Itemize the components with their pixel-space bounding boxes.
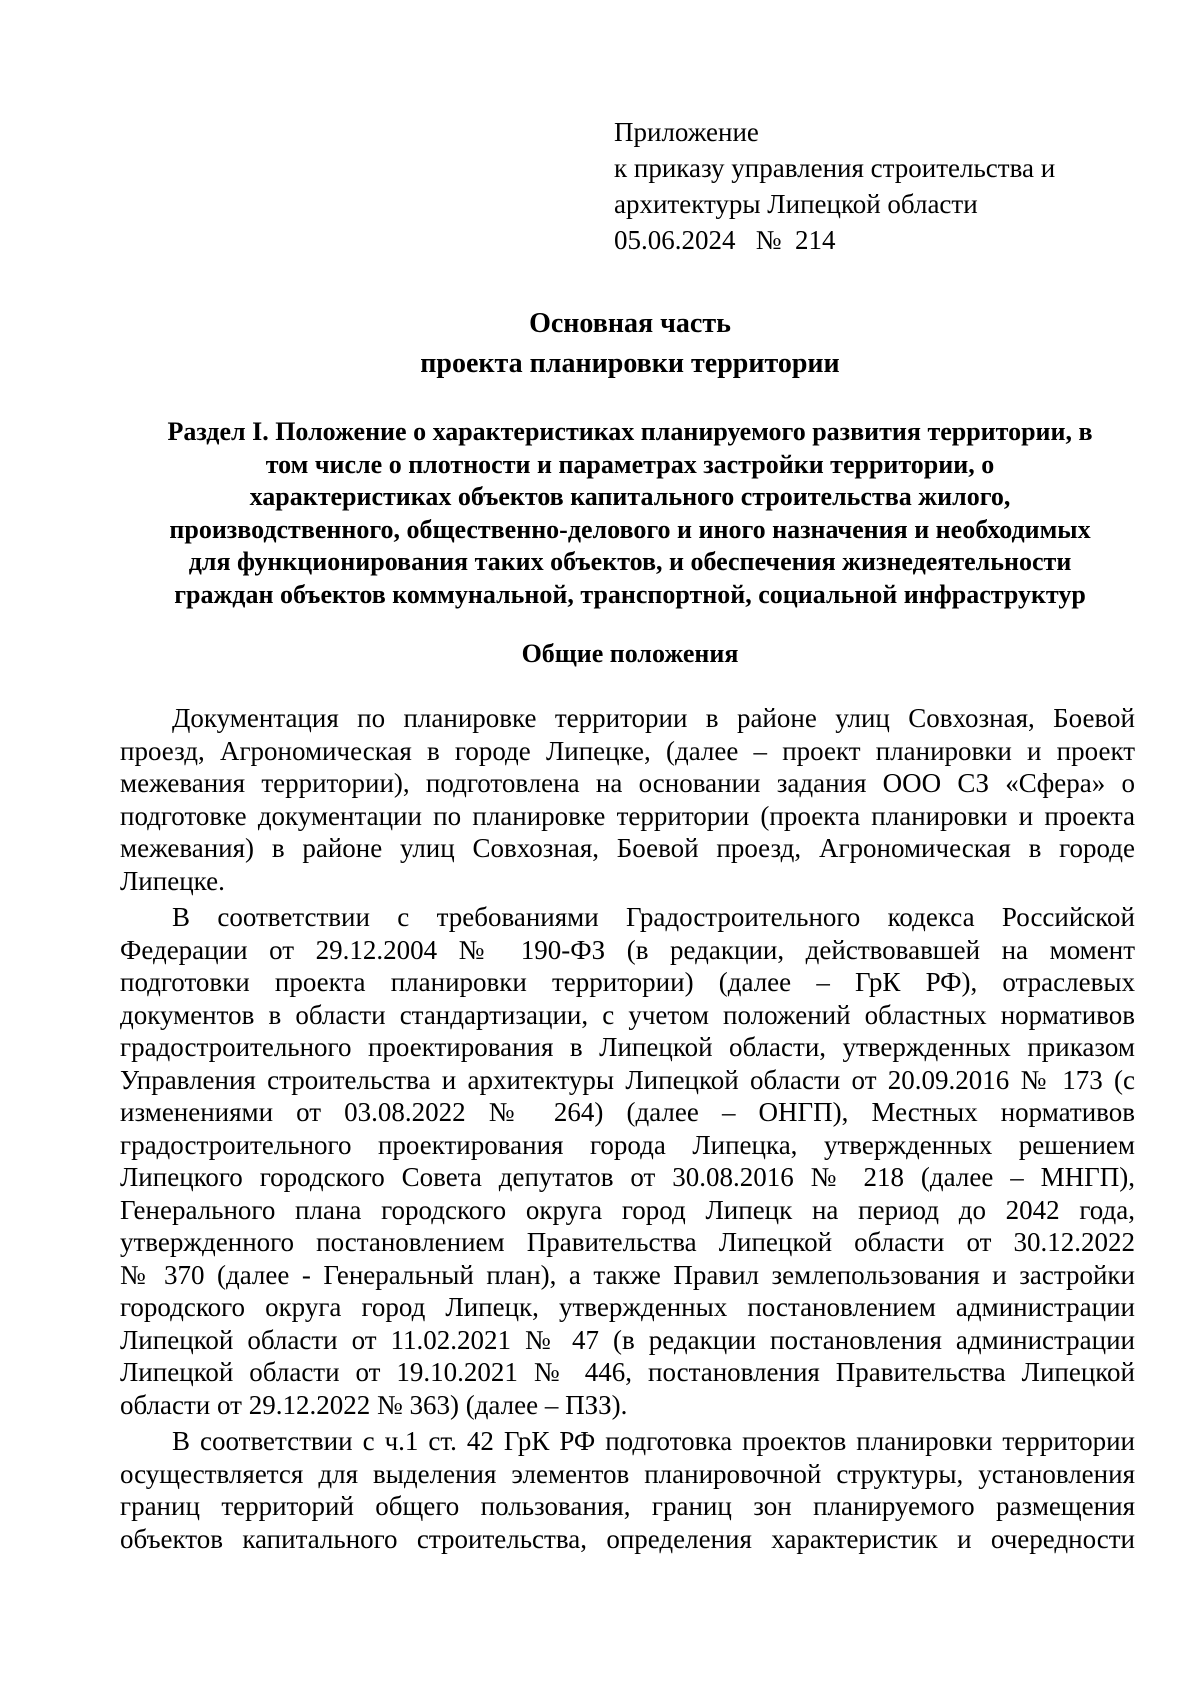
- section-heading-line: том числе о плотности и параметрах застройки территории, о: [265, 449, 995, 479]
- paragraph-line: изменениями от 03.08.2022 № 264) (далее – ОНГП), Местных нормативов: [120, 1097, 1135, 1127]
- paragraph-line: № 370 (далее - Генеральный план), а также Правил землепользования и застройки: [120, 1259, 1135, 1290]
- paragraph-line: Управления строительства и архитектуры Липецкой области от 20.09.2016 № 173 (с: [120, 1064, 1135, 1095]
- appendix-date-number: 05.06.2024 № 214: [614, 225, 836, 255]
- paragraph-line: городского округа город Липецк, утвержденных постановлением администрации: [120, 1292, 1135, 1322]
- paragraph-line: Федерации от 29.12.2004 № 190-ФЗ (в редакции, действовавшей на момент: [120, 934, 1135, 965]
- section-heading-line: Раздел I. Положение о характеристиках планируемого развития территории, в: [167, 417, 1093, 446]
- subheading-general-provisions: Общие положения: [521, 639, 739, 668]
- page-title: [120, 304, 1140, 384]
- appendix-line: Приложение: [614, 117, 759, 147]
- appendix-line: архитектуры Липецкой области: [614, 189, 978, 219]
- paragraph-line: градостроительного проектирования города Липецка, утвержденных решением: [120, 1129, 1135, 1160]
- appendix-block: [614, 114, 1134, 258]
- paragraph-line: подготовке документации по планировке территории (проекта планировки и проекта: [120, 800, 1135, 831]
- paragraph: [120, 702, 1135, 897]
- paragraph-line: градостроительного проектирования в Липецкой области, утвержденных приказом: [120, 1032, 1135, 1062]
- paragraph-line: Липецке.: [120, 865, 225, 896]
- section-heading-line: граждан объектов коммунальной, транспортной, социальной инфраструктур: [174, 579, 1086, 609]
- title-line: проекта планировки территории: [420, 348, 840, 379]
- paragraph-line: границ территорий общего пользования, границ зон планируемого размещения: [120, 1491, 1135, 1521]
- paragraph-line: документов в области стандартизации, с учетом положений областных нормативов: [120, 999, 1135, 1030]
- title-line: Основная часть: [529, 308, 731, 339]
- paragraph-line: Липецкого городского Совета депутатов от 30.08.2016 № 218 (далее – МНГП),: [120, 1162, 1135, 1192]
- paragraph-line: Липецкой области от 11.02.2021 № 47 (в редакции постановления администрации: [120, 1324, 1135, 1355]
- paragraph-line: В соответствии с ч.1 ст. 42 ГрК РФ подготовка проектов планировки территории: [172, 1426, 1135, 1456]
- paragraph-line: В соответствии с требованиями Градостроительного кодекса Российской: [172, 902, 1135, 932]
- section-heading-line: для функционирования таких объектов, и обеспечения жизнедеятельности: [188, 547, 1072, 576]
- paragraph-line: области от 29.12.2022 № 363) (далее – ПЗЗ).: [120, 1389, 628, 1420]
- paragraph-line: Генерального плана городского округа город Липецк на период до 2042 года,: [120, 1194, 1135, 1225]
- section-heading-line: производственного, общественно-делового и иного назначения и необходимых: [169, 514, 1091, 544]
- paragraph: [120, 1425, 1135, 1555]
- paragraph-line: утвержденного постановлением Правительства Липецкой области от 30.12.2022: [120, 1227, 1135, 1257]
- paragraph-line: проезд, Агрономическая в городе Липецке, (далее – проект планировки и проект: [120, 735, 1135, 766]
- paragraph-line: Документация по планировке территории в районе улиц Совхозная, Боевой: [172, 703, 1135, 733]
- paragraph: [120, 901, 1135, 1421]
- body-text: [120, 702, 1135, 1555]
- paragraph-line: межевания территории), подготовлена на основании задания ООО СЗ «Сфера» о: [120, 768, 1135, 798]
- paragraph-line: подготовки проекта планировки территории) (далее – ГрК РФ), отраслевых: [120, 967, 1135, 997]
- paragraph-line: Липецкой области от 19.10.2021 № 446, постановления Правительства Липецкой: [120, 1357, 1135, 1387]
- section-heading-line: характеристиках объектов капитального строительства жилого,: [249, 482, 1011, 511]
- paragraph-line: межевания) в районе улиц Совхозная, Боевой проезд, Агрономическая в городе: [120, 833, 1135, 863]
- section-heading: [120, 416, 1140, 611]
- paragraph-line: осуществляется для выделения элементов планировочной структуры, установления: [120, 1458, 1135, 1489]
- paragraph-line: объектов капитального строительства, определения характеристик и очередности: [120, 1523, 1135, 1554]
- appendix-line: к приказу управления строительства и: [614, 153, 1056, 183]
